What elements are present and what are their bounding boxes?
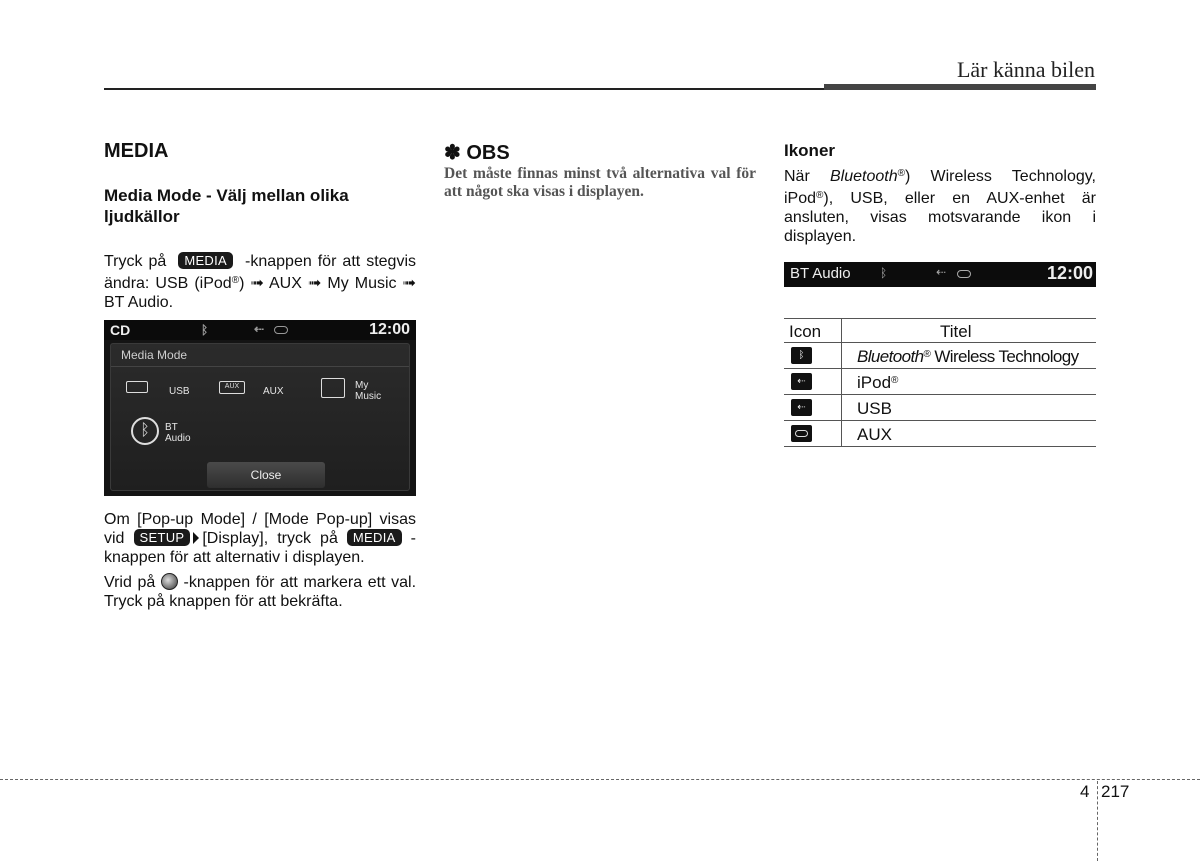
usb-icon: ⇠ [791, 373, 812, 390]
media-paragraph-2: Om [Pop-up Mode] / [Mode Pop-up] visas vid SETUP [Display], tryck på MEDIA -knappen för att alternativ i displayen. [104, 511, 416, 566]
icon-table [784, 318, 1096, 447]
usb-icon: ⇠ [936, 265, 947, 279]
media-key-label: MEDIA [178, 252, 233, 269]
bt-audio-status-bar [784, 262, 1096, 287]
usb-icon: ⇠ [254, 322, 265, 336]
table-header-icon: Icon [784, 319, 842, 342]
bluetooth-icon: ᛒ [791, 347, 812, 364]
popup-divider [111, 366, 409, 367]
obs-note: Det måste finnas minst två alternativa val för att något ska visas i displayen. [444, 165, 756, 200]
aux-option-icon: AUX [219, 381, 245, 394]
chapter-number: 4 [1080, 782, 1090, 801]
screen-clock: 12:00 [369, 321, 410, 338]
media-mode-subheading: Media Mode - Välj mellan olika ljudkällor [104, 186, 349, 226]
obs-heading: ✽ OBS [444, 142, 510, 164]
screen-source-label: CD [110, 322, 131, 338]
bluetooth-icon: ᛒ [880, 266, 888, 280]
table-header-title: Titel [940, 322, 972, 341]
media-mode-popup [110, 343, 410, 491]
media-key-label: MEDIA [347, 529, 402, 546]
aux-option-label[interactable]: AUX [263, 386, 284, 397]
footer-divider [0, 779, 1200, 780]
header-rule-thin [104, 88, 824, 90]
aux-icon [957, 270, 971, 278]
footer-vertical-divider [1097, 781, 1098, 861]
tune-knob-icon [161, 573, 178, 590]
media-heading: MEDIA [104, 140, 169, 162]
bt-audio-label: BT Audio [790, 265, 851, 282]
media-paragraph-3: Vrid på -knappen för att markera ett val. Tryck på knappen för att bekräfta. [104, 574, 417, 610]
page-number: 217 [1101, 782, 1130, 801]
bluetooth-icon: ᛒ [201, 323, 209, 337]
table-row: AUX [784, 421, 1096, 447]
screen-status-bar [104, 320, 416, 340]
popup-title: Media Mode [121, 348, 188, 362]
mymusic-option-label[interactable]: My Music [355, 380, 382, 402]
bt-audio-option-label[interactable]: BT Audio [165, 422, 191, 444]
usb-option-label[interactable]: USB [169, 386, 190, 397]
media-paragraph-1: Tryck på MEDIA -knappen för att stegvis ändra: USB (iPod®) ➟ AUX ➟ My Music ➟ BT Audio. [104, 253, 417, 311]
setup-key-label: SETUP [134, 529, 191, 546]
bt-audio-clock: 12:00 [1046, 263, 1093, 283]
table-row: ⇠ USB [784, 395, 1096, 421]
media-mode-screen [104, 320, 416, 496]
table-header-row [784, 318, 1096, 343]
aux-icon [791, 425, 812, 442]
icons-paragraph: När Bluetooth®) Wireless Technology, iPod®), USB, eller en AUX-enhet är ansluten, visas motsvarande ikon i displayen. [784, 168, 1096, 245]
folder-music-icon [321, 378, 345, 398]
aux-icon [274, 326, 288, 334]
usb-icon: ⇠ [791, 399, 812, 416]
usb-option-icon [126, 381, 148, 393]
header-rule-thick [824, 84, 1096, 90]
page-header-title: Lär känna bilen [956, 57, 1095, 82]
bluetooth-option-icon: ᛒ [131, 417, 159, 445]
table-row: ⇠ iPod® [784, 369, 1096, 395]
table-row: ᛒ Bluetooth® Wireless Technology [784, 343, 1096, 369]
arrow-right-icon [193, 532, 199, 544]
icons-heading: Ikoner [784, 141, 836, 160]
close-button[interactable]: Close [207, 462, 325, 488]
